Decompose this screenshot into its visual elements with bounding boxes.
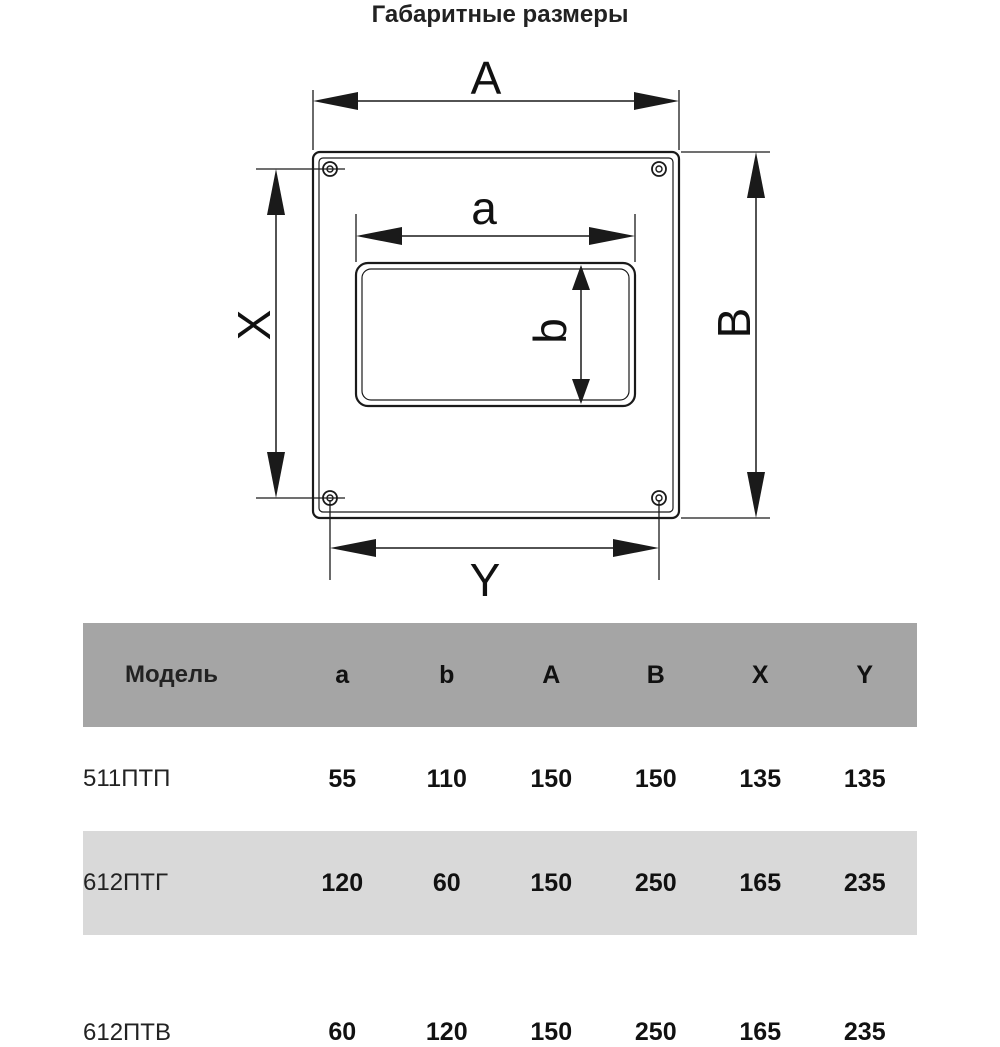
dimensions-table [83, 623, 917, 1047]
row-A: 150 [530, 868, 573, 897]
row-X: 135 [739, 764, 782, 793]
row-B: 250 [634, 1018, 677, 1046]
row-b: 120 [425, 1018, 468, 1046]
row-a: 55 [328, 764, 357, 793]
row-X: 165 [739, 868, 782, 897]
label-B: B [708, 307, 760, 339]
header-a: a [335, 660, 350, 689]
header-Y: Y [856, 660, 874, 689]
header-X: X [751, 660, 769, 689]
row-model: 612ПТГ [83, 869, 168, 896]
row-model: 612ПТВ [83, 1019, 171, 1046]
row-A: 150 [530, 1018, 573, 1046]
row-a: 60 [328, 1018, 357, 1046]
label-X: X [228, 309, 280, 341]
row-Y: 235 [843, 1018, 886, 1046]
page-title: Габаритные размеры [371, 1, 629, 28]
dimension-B [708, 152, 765, 518]
label-b: b [524, 318, 576, 344]
row-B: 250 [634, 868, 677, 897]
table-row [83, 831, 917, 935]
row-b: 60 [432, 868, 461, 897]
row-Y: 135 [843, 764, 886, 793]
duct-opening [356, 263, 635, 406]
row-a: 120 [321, 868, 364, 897]
row-A: 150 [530, 764, 573, 793]
label-Y: Y [469, 554, 501, 606]
row-Y: 235 [843, 868, 886, 897]
header-A: A [542, 660, 561, 689]
dimension-X [228, 169, 285, 498]
screw-hole-top-right [652, 162, 666, 176]
row-b: 110 [426, 764, 467, 793]
label-a: a [471, 182, 497, 234]
dimension-A [313, 52, 679, 110]
table-header-row [83, 623, 917, 727]
row-model: 511ПТП [83, 765, 171, 792]
dimension-Y [330, 539, 659, 606]
label-A: A [470, 52, 502, 104]
dimension-b [524, 265, 590, 404]
header-b: b [439, 660, 455, 689]
row-X: 165 [739, 1018, 782, 1046]
header-model: Модель [125, 661, 218, 688]
table-row [83, 935, 917, 1047]
table-row [83, 727, 917, 831]
dimension-a [356, 182, 635, 245]
header-B: B [646, 660, 665, 689]
row-B: 150 [634, 764, 677, 793]
